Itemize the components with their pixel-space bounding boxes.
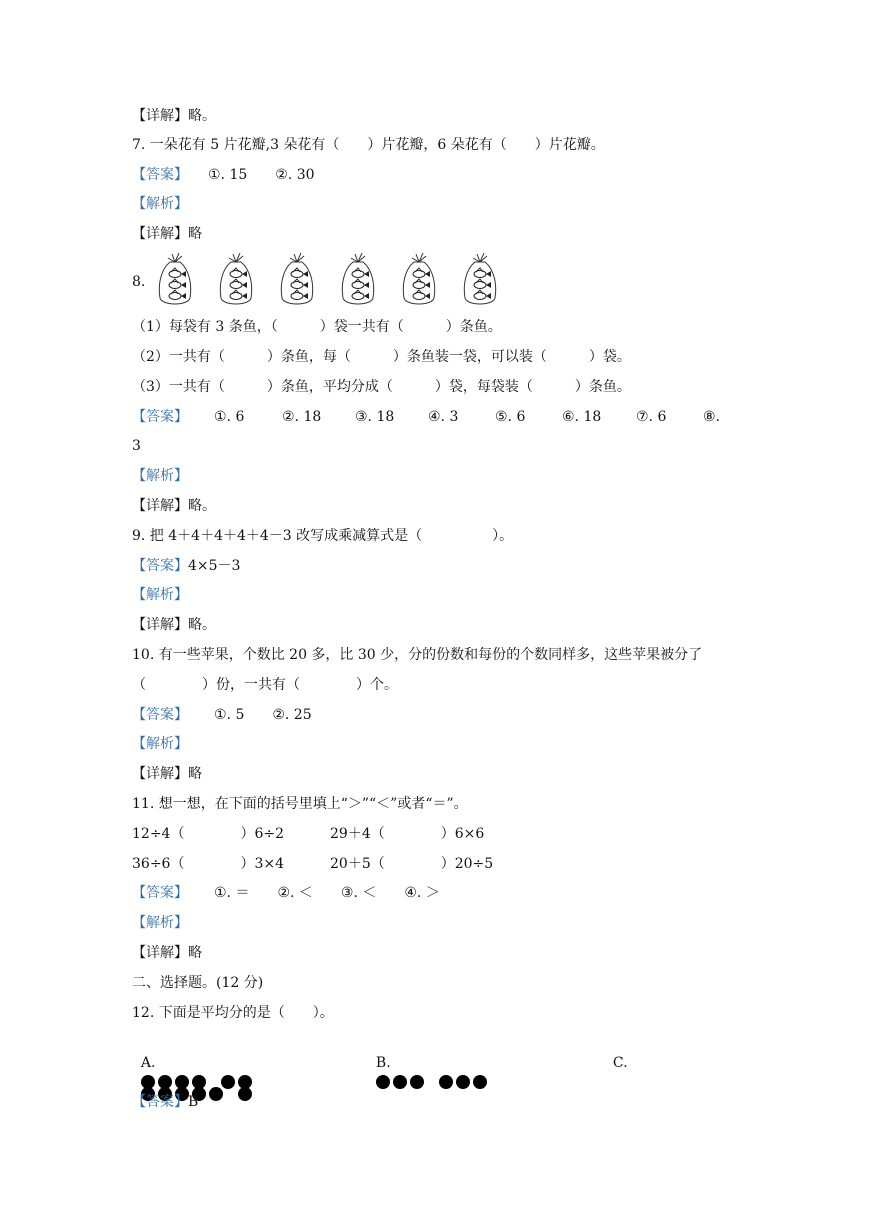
answer-item: ④. 3 — [428, 409, 459, 425]
detail-label: 【详解】 — [132, 766, 188, 782]
q7-answer — [132, 165, 315, 185]
q9-stem: 9. 把 4＋4＋4＋4＋4－3 改写成乘减算式是（ ）。 — [132, 528, 514, 544]
dot — [238, 1087, 252, 1101]
q12-answer — [132, 1092, 198, 1112]
answer-text: ①. 5 ②. 25 — [214, 707, 312, 723]
answer-text: ①. ＝ ②. ＜ ③. ＜ ④. ＞ — [214, 885, 440, 901]
dot — [439, 1075, 453, 1089]
q10-analysis: 【解析】 — [132, 736, 188, 752]
detail-text: 略 — [188, 945, 202, 961]
section-heading: 二、选择题。(12 分) — [132, 975, 264, 991]
fish-bag — [464, 253, 495, 304]
answer-item: ③. 18 — [355, 409, 395, 425]
q10-detail — [132, 764, 202, 784]
fish — [169, 279, 186, 289]
q9-detail — [132, 615, 216, 635]
q7-detail — [132, 224, 202, 244]
fish-bag — [159, 253, 190, 304]
fish — [169, 268, 186, 278]
answer-label: 【答案】 — [132, 885, 188, 901]
answer-text: B — [188, 1094, 199, 1110]
fish — [474, 290, 491, 300]
dot — [473, 1075, 487, 1089]
fish — [413, 290, 430, 300]
dot — [456, 1075, 470, 1089]
fish — [291, 268, 308, 278]
fish — [169, 290, 186, 300]
detail-label: 【详解】 — [132, 108, 188, 124]
compare-item: 36÷6（ ）3×4 — [132, 856, 284, 872]
q11-answer — [132, 883, 440, 903]
option-b-dots — [376, 1075, 490, 1091]
detail-label: 【详解】 — [132, 498, 188, 514]
fish-bags-figure — [132, 250, 512, 310]
q8-detail — [132, 496, 216, 516]
answer-item: ⑦. 6 — [636, 409, 667, 425]
fish — [230, 268, 247, 278]
q12-stem: 12. 下面是平均分的是（ ）。 — [132, 1005, 334, 1021]
fish — [291, 279, 308, 289]
q7-analysis: 【解析】 — [132, 196, 188, 212]
compare-item: 20＋5（ ）20÷5 — [330, 856, 494, 872]
compare-item: 12÷4（ ）6÷2 — [132, 826, 284, 842]
answer-item: ⑤. 6 — [495, 409, 526, 425]
fish — [352, 290, 369, 300]
q8-line-2: （2）一共有（ ）条鱼，每（ ）条鱼装一袋，可以装（ ）袋。 — [132, 349, 631, 365]
q10-answer — [132, 705, 312, 725]
q8-line-3: （3）一共有（ ）条鱼，平均分成（ ）袋，每袋装（ ）条鱼。 — [132, 379, 631, 395]
option-b-label: B. — [375, 1055, 391, 1071]
q12-option-c — [604, 1033, 628, 1073]
q10-stem-line-2: （ ）份，一共有（ ）个。 — [132, 677, 398, 693]
q11-stem: 11. 想一想，在下面的括号里填上“＞”“＜”或者“＝”。 — [132, 796, 468, 812]
answer-label: 【答案】 — [132, 707, 188, 723]
q8-line-1: （1）每袋有 3 条鱼，（ ）袋一共有（ ）条鱼。 — [132, 319, 502, 335]
q12-option-b — [367, 1033, 490, 1093]
fish-bag — [403, 253, 434, 304]
answer-label: 【答案】 — [132, 409, 188, 425]
fish — [352, 279, 369, 289]
detail-text: 略 — [188, 766, 202, 782]
fish — [352, 268, 369, 278]
fish — [474, 279, 491, 289]
detail-text: 略。 — [188, 498, 216, 514]
fish — [291, 290, 308, 300]
q11-detail — [132, 943, 202, 963]
compare-item: 29＋4（ ）6×6 — [330, 826, 485, 842]
fish-bag — [281, 253, 312, 304]
q7-stem: 7. 一朵花有 5 片花瓣,3 朵花有（ ）片花瓣，6 朵花有（ ）片花瓣。 — [132, 137, 605, 153]
option-a-label: A. — [140, 1055, 156, 1071]
fish — [474, 268, 491, 278]
q11-row-1 — [132, 824, 484, 844]
q8-number: 8. — [132, 274, 146, 290]
answer-item: ⑥. 18 — [562, 409, 602, 425]
detail-text: 略 — [188, 226, 202, 242]
answer-label: 【答案】 — [132, 558, 188, 574]
fish — [230, 279, 247, 289]
fish-bag — [342, 253, 373, 304]
q8-answer — [132, 407, 720, 427]
answer-item: ①. 6 — [214, 409, 245, 425]
detail-text: 略。 — [188, 617, 216, 633]
answer-item: ⑧. — [703, 409, 721, 425]
q8-analysis: 【解析】 — [132, 468, 188, 484]
q9-answer — [132, 556, 240, 576]
dot — [209, 1087, 223, 1101]
fish — [230, 290, 247, 300]
answer-label: 【答案】 — [132, 1094, 188, 1110]
option-c-label: C. — [612, 1055, 628, 1071]
q8-answer-cont: 3 — [132, 438, 141, 454]
answer-item: ②. 18 — [282, 409, 322, 425]
fish-bag — [220, 253, 251, 304]
answer-text: ①. 15 ②. 30 — [208, 167, 315, 183]
detail-label: 【详解】 — [132, 945, 188, 961]
q11-analysis: 【解析】 — [132, 915, 188, 931]
q11-row-2 — [132, 854, 493, 874]
fish — [413, 268, 430, 278]
dot — [410, 1075, 424, 1089]
fish-bags-svg — [132, 250, 512, 310]
dot — [376, 1075, 390, 1089]
answer-label: 【答案】 — [132, 167, 188, 183]
detail-label: 【详解】 — [132, 617, 188, 633]
detail-line-6 — [132, 106, 216, 126]
q10-stem-line-1: 10. 有一些苹果，个数比 20 多，比 30 少，分的份数和每份的个数同样多，这些苹果被分了 — [132, 647, 703, 663]
detail-label: 【详解】 — [132, 226, 188, 242]
dot — [393, 1075, 407, 1089]
fish — [413, 279, 430, 289]
answer-text: 4×5－3 — [188, 558, 241, 574]
q9-analysis: 【解析】 — [132, 587, 188, 603]
detail-text: 略。 — [188, 108, 216, 124]
